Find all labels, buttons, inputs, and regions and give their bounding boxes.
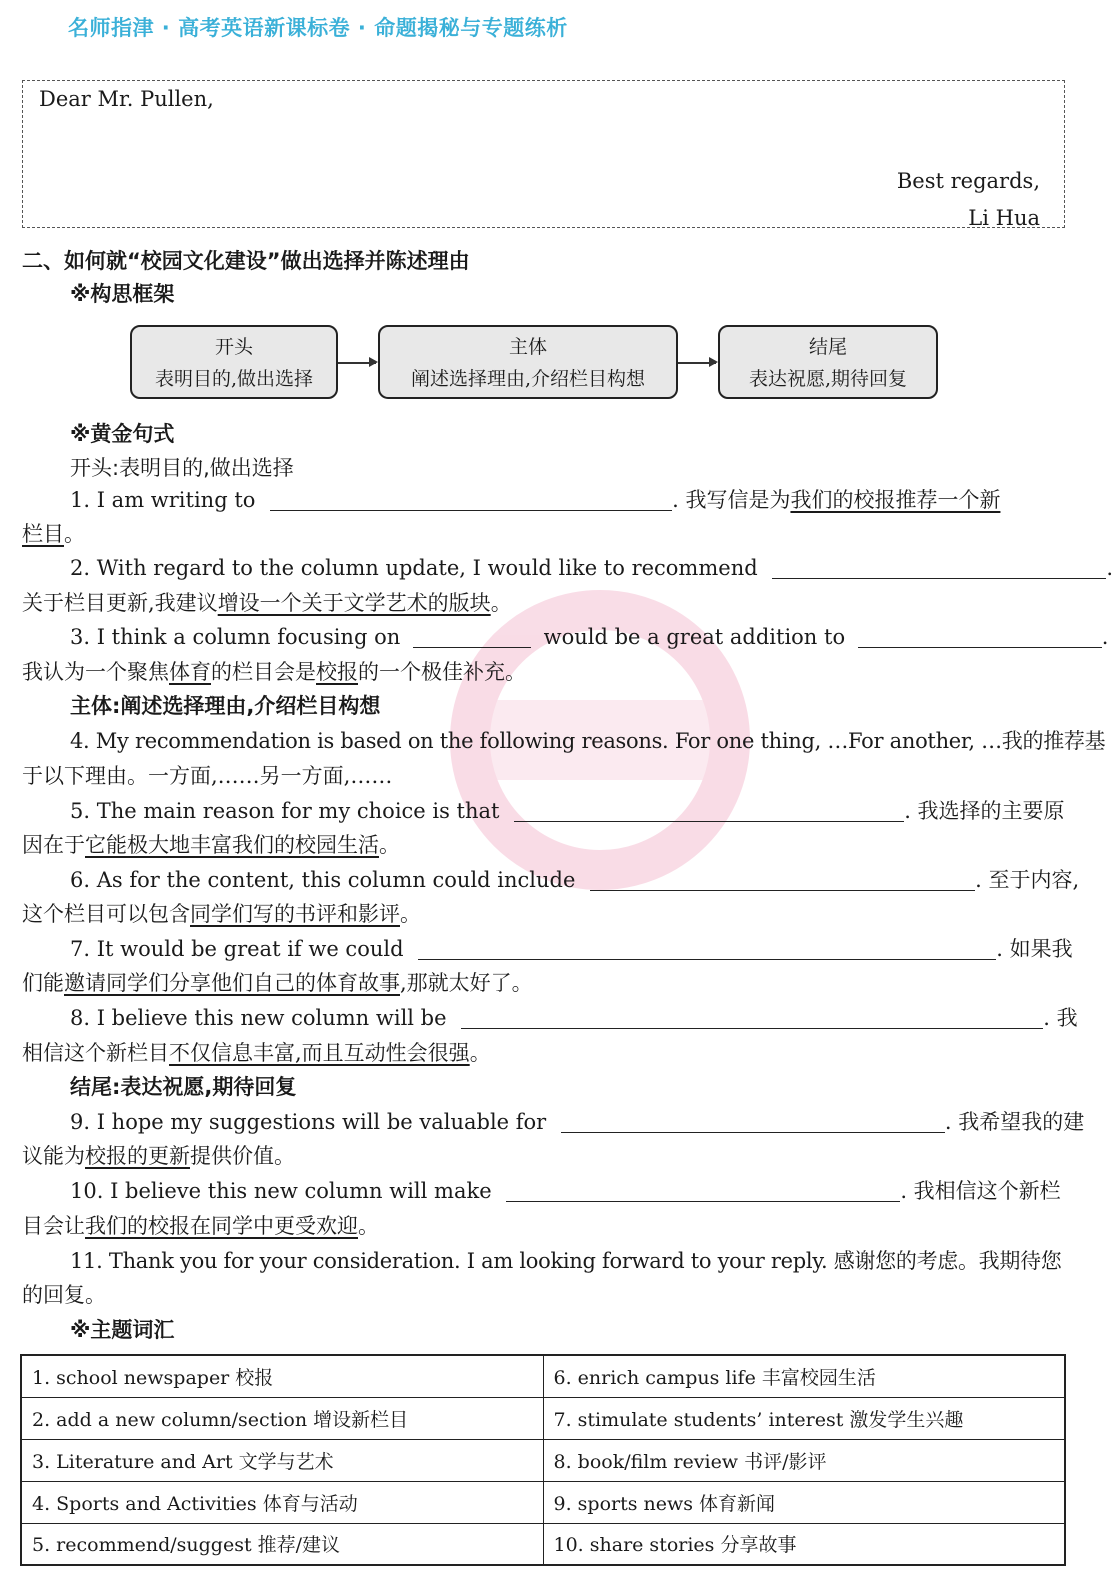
underlined-phrase: 同学们写的书评和影评 [190, 902, 400, 926]
sentence-translation: 于以下理由。一方面,……另一方面,…… [22, 764, 393, 788]
flow-box-desc: 表达祝愿,期待回复 [748, 368, 908, 390]
answer-blank[interactable] [506, 1177, 900, 1202]
sentence-11 [22, 1245, 1113, 1277]
flow-box-title: 主体 [508, 336, 547, 358]
sentence-5 [22, 795, 1113, 827]
sentence-text: 6. As for the content, this column could include [70, 868, 576, 892]
table-row [21, 1397, 1065, 1439]
sentence-10-cont [22, 1210, 1065, 1242]
vocab-cell: 10. share stories 分享故事 [543, 1523, 1065, 1565]
sentence-6 [22, 864, 1113, 896]
sentence-1 [22, 484, 1113, 516]
sentence-translation: . 如果我 [996, 937, 1073, 961]
vocab-cell: 6. enrich campus life 丰富校园生活 [543, 1355, 1065, 1397]
flow-box-opening [130, 325, 338, 399]
framework-title: ※构思框架 [70, 282, 175, 306]
answer-blank[interactable] [561, 1108, 945, 1133]
vocab-title: ※主题词汇 [70, 1318, 175, 1342]
sentence-translation: 我认为一个聚焦 [22, 660, 169, 684]
section-heading: 二、如何就“校园文化建设”做出选择并陈述理由 [22, 249, 470, 273]
underlined-phrase: 校报 [316, 660, 358, 684]
sentence-translation: . 我希望我的建 [944, 1110, 1085, 1134]
flow-box-ending [718, 325, 938, 399]
sentence-2 [22, 552, 1113, 584]
sentence-text: 10. I believe this new column will make [70, 1179, 492, 1203]
sentence-translation: ,那就太好了。 [400, 971, 533, 995]
answer-blank[interactable] [413, 623, 531, 648]
sentence-6-cont [22, 898, 1065, 930]
underlined-phrase: 栏目 [22, 522, 64, 546]
sentence-text: 9. I hope my suggestions will be valuable for [70, 1110, 547, 1134]
sentence-translation: 提供价值。 [190, 1144, 295, 1168]
sentence-8 [22, 1002, 1113, 1034]
sentence-7-cont [22, 967, 1065, 999]
letter-greeting: Dear Mr. Pullen, [39, 87, 214, 111]
sentence-translation: . 我相信这个新栏 [900, 1179, 1061, 1203]
vocab-cell: 3. Literature and Art 文学与艺术 [21, 1439, 543, 1481]
sentence-5-cont [22, 829, 1065, 861]
table-row [21, 1523, 1065, 1565]
sentence-translation: 因在于 [22, 833, 85, 857]
flow-box-desc: 阐述选择理由,介绍栏目构想 [410, 368, 646, 390]
sentence-translation: 。 [469, 1041, 491, 1065]
sentence-translation: 。 [64, 522, 85, 546]
flow-box-title: 开头 [214, 336, 253, 358]
underlined-phrase: 校报的更新 [85, 1144, 190, 1168]
sentence-translation: 议能为 [22, 1144, 85, 1168]
sentence-text: would be a great addition to [543, 625, 846, 649]
vocab-cell: 2. add a new column/section 增设新栏目 [21, 1397, 543, 1439]
vocab-cell: 1. school newspaper 校报 [21, 1355, 543, 1397]
vocab-cell: 5. recommend/suggest 推荐/建议 [21, 1523, 543, 1565]
answer-blank[interactable] [418, 935, 996, 960]
sentence-translation: . 我 [1043, 1006, 1078, 1030]
answer-blank[interactable] [772, 554, 1106, 579]
sentence-text: 5. The main reason for my choice is that [70, 799, 500, 823]
table-row [21, 1439, 1065, 1481]
sentence-text: 7. It would be great if we could [70, 937, 404, 961]
vocab-cell: 4. Sports and Activities 体育与活动 [21, 1481, 543, 1523]
vocab-cell: 8. book/film review 书评/影评 [543, 1439, 1065, 1481]
sentence-translation: 。 [379, 833, 400, 857]
running-header: 名师指津 · 高考英语新课标卷 · 命题揭秘与专题练析 [68, 16, 568, 40]
table-row [21, 1355, 1065, 1397]
sentence-1-cont [22, 518, 1065, 550]
sentence-9-cont [22, 1140, 1065, 1172]
flow-arrow [338, 362, 376, 364]
sentence-translation: 的一个极佳补充。 [358, 660, 526, 684]
sentence-3-translation [22, 656, 1065, 688]
sentence-translation: 。 [400, 902, 421, 926]
underlined-phrase: 我们的校报推荐一个新 [790, 488, 1001, 512]
sentence-translation: 。 [490, 591, 512, 615]
sentence-translation: . 我选择的主要原 [904, 799, 1065, 823]
vocab-cell: 7. stimulate students’ interest 激发学生兴趣 [543, 1397, 1065, 1439]
sentence-7 [22, 933, 1113, 965]
sentence-text: 11. Thank you for your consideration. I am looking forward to your reply. 感谢您的考虑。我期待您 [70, 1249, 1062, 1273]
part-body-heading: 主体:阐述选择理由,介绍栏目构想 [70, 694, 381, 718]
sentence-2-translation [22, 587, 1065, 619]
flow-box-body [378, 325, 678, 399]
sentence-8-cont [22, 1037, 1065, 1069]
sentence-11-cont [22, 1279, 1065, 1311]
sentence-translation: 关于栏目更新,我建议 [22, 591, 218, 615]
sentence-text: 8. I believe this new column will be [70, 1006, 447, 1030]
sentence-translation: 目会让 [22, 1214, 85, 1238]
answer-blank[interactable] [270, 486, 672, 511]
sentence-translation: 相信这个新栏目 [22, 1041, 169, 1065]
flow-box-title: 结尾 [808, 336, 847, 358]
table-row [21, 1481, 1065, 1523]
sentence-3 [22, 621, 1113, 653]
letter-signature: Li Hua [968, 206, 1040, 230]
answer-blank[interactable] [461, 1004, 1043, 1029]
flow-box-desc: 表明目的,做出选择 [154, 368, 314, 390]
underlined-phrase: 不仅信息丰富,而且互动性会很强 [169, 1041, 470, 1065]
vocab-table [20, 1354, 1066, 1566]
sentence-4-cont [22, 760, 1065, 792]
sentence-punct: . [1101, 625, 1109, 649]
underlined-phrase: 增设一个关于文学艺术的版块 [217, 591, 491, 615]
sentence-translation: 的回复。 [22, 1283, 106, 1307]
underlined-phrase: 体育 [169, 660, 211, 684]
sentence-translation: 们能 [22, 971, 64, 995]
sentence-translation: . 至于内容, [975, 868, 1080, 892]
answer-blank[interactable] [590, 866, 975, 891]
flow-arrow [678, 362, 716, 364]
letter-closing-block [897, 163, 1040, 237]
sentence-translation: 。 [358, 1214, 379, 1238]
part-opening-heading: 开头:表明目的,做出选择 [70, 456, 294, 480]
sentence-4 [22, 725, 1113, 757]
golden-sentences-title: ※黄金句式 [70, 422, 175, 446]
answer-blank[interactable] [514, 797, 904, 822]
sentence-translation: . 我写信是为 [672, 488, 791, 512]
sentence-text: 4. My recommendation is based on the following reasons. For one thing, …For another, …我的推荐基 [70, 729, 1106, 753]
sentence-9 [22, 1106, 1113, 1138]
sentence-translation: 这个栏目可以包含 [22, 902, 190, 926]
sentence-translation: 的栏目会是 [211, 660, 316, 684]
part-ending-heading: 结尾:表达祝愿,期待回复 [70, 1075, 297, 1099]
underlined-phrase: 邀请同学们分享他们自己的体育故事 [64, 971, 400, 995]
sentence-punct: . [1106, 556, 1113, 580]
vocab-cell: 9. sports news 体育新闻 [543, 1481, 1065, 1523]
sentence-text: 1. I am writing to [70, 488, 256, 512]
answer-blank[interactable] [858, 623, 1102, 648]
sentence-text: 2. With regard to the column update, I would like to recommend [70, 556, 758, 580]
sentence-10 [22, 1175, 1113, 1207]
underlined-phrase: 我们的校报在同学中更受欢迎 [85, 1214, 358, 1238]
letter-answer-box [22, 80, 1065, 228]
underlined-phrase: 它能极大地丰富我们的校园生活 [85, 833, 379, 857]
sentence-text: 3. I think a column focusing on [70, 625, 401, 649]
letter-closing: Best regards, [896, 169, 1040, 193]
